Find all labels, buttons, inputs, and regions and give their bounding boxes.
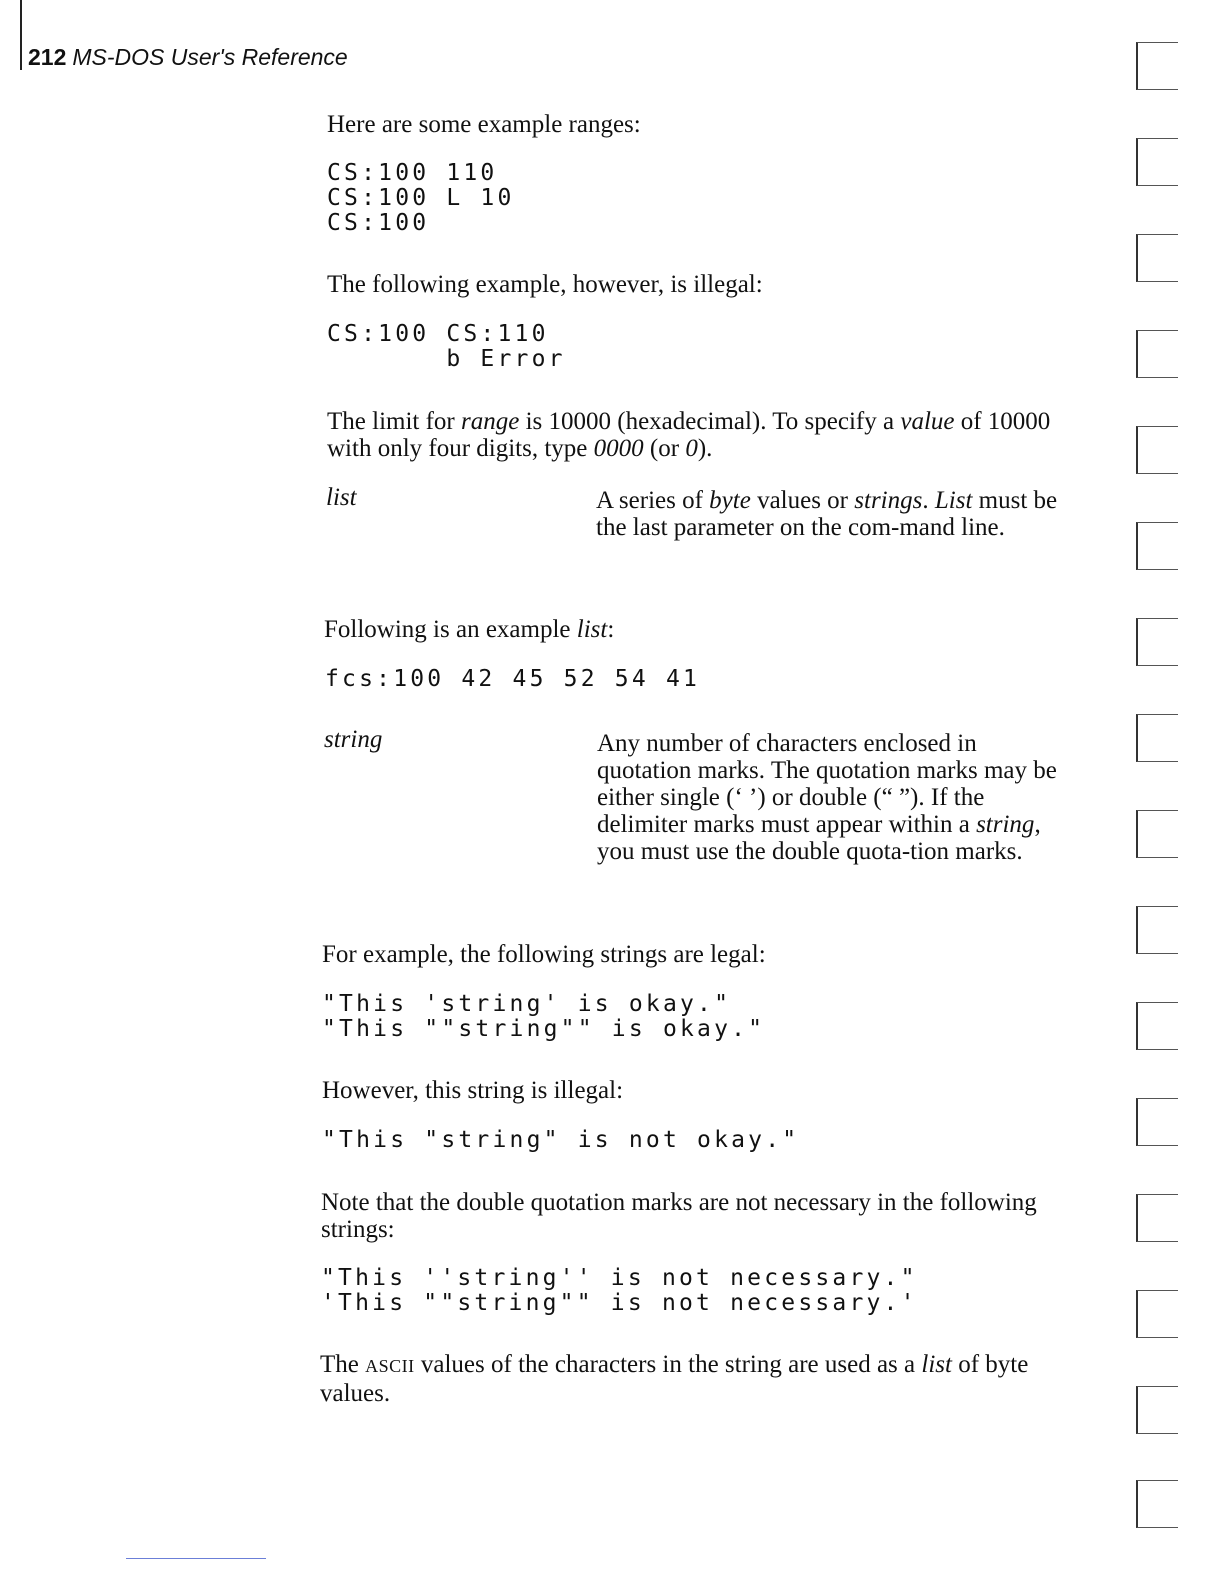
thumb-tab [1136, 1386, 1178, 1434]
thumb-tab [1136, 1290, 1178, 1338]
term-string: string [324, 726, 383, 753]
code-legal: "This 'string' is okay." "This ""string"" is okay." [322, 991, 766, 1042]
thumb-tab [1136, 1002, 1178, 1050]
header-rule [20, 0, 22, 70]
code-list: fcs:100 42 45 52 54 41 [325, 666, 701, 692]
ascii-paragraph: The ASCII values of the characters in the string are used as a list of byte values. [320, 1351, 1029, 1407]
definition-list: A series of byte values or strings. List must be the last parameter on the com-mand line. [596, 487, 1058, 541]
thumb-tab [1136, 1098, 1178, 1146]
footer-line [126, 1558, 266, 1559]
thumb-tab [1136, 42, 1178, 90]
code-note: "This ''string'' is not necessary." 'This ""string"" is not necessary.' [321, 1265, 918, 1316]
illegal-string-intro: However, this string is illegal: [322, 1077, 624, 1104]
illegal-intro: The following example, however, is illegal: [327, 271, 763, 298]
page-number: 212 [28, 44, 67, 70]
code-illegal-string: "This "string" is not okay." [322, 1127, 800, 1153]
legal-intro: For example, the following strings are legal: [322, 941, 766, 968]
limit-paragraph: The limit for range is 10000 (hexadecimal). To specify a value of 10000 with only four digits, type 0000 (or 0). [327, 408, 1051, 462]
intro-ranges: Here are some example ranges: [327, 111, 641, 138]
thumb-tab [1136, 618, 1178, 666]
thumb-tab [1136, 330, 1178, 378]
thumb-tab [1136, 1194, 1178, 1242]
code-ranges: CS:100 110 CS:100 L 10 CS:100 [327, 160, 515, 236]
list-example-intro: Following is an example list: [324, 616, 615, 643]
thumb-tab [1136, 1480, 1178, 1528]
thumb-tab [1136, 138, 1178, 186]
definition-string: Any number of characters enclosed in quotation marks. The quotation marks may be either single (‘ ’) or double (“ ”). If the delimiter marks must appear within a string, you must use the double quota-tion marks. [597, 730, 1057, 865]
thumb-tab [1136, 906, 1178, 954]
thumb-tab [1136, 810, 1178, 858]
thumb-tab [1136, 234, 1178, 282]
code-illegal: CS:100 CS:110 b Error [327, 321, 566, 372]
term-list: list [326, 484, 357, 511]
thumb-tab [1136, 714, 1178, 762]
thumb-tab [1136, 522, 1178, 570]
running-header [28, 44, 348, 71]
thumb-tab [1136, 426, 1178, 474]
book-title: MS-DOS User's Reference [72, 44, 348, 70]
note-paragraph: Note that the double quotation marks are not necessary in the following strings: [321, 1189, 1037, 1243]
